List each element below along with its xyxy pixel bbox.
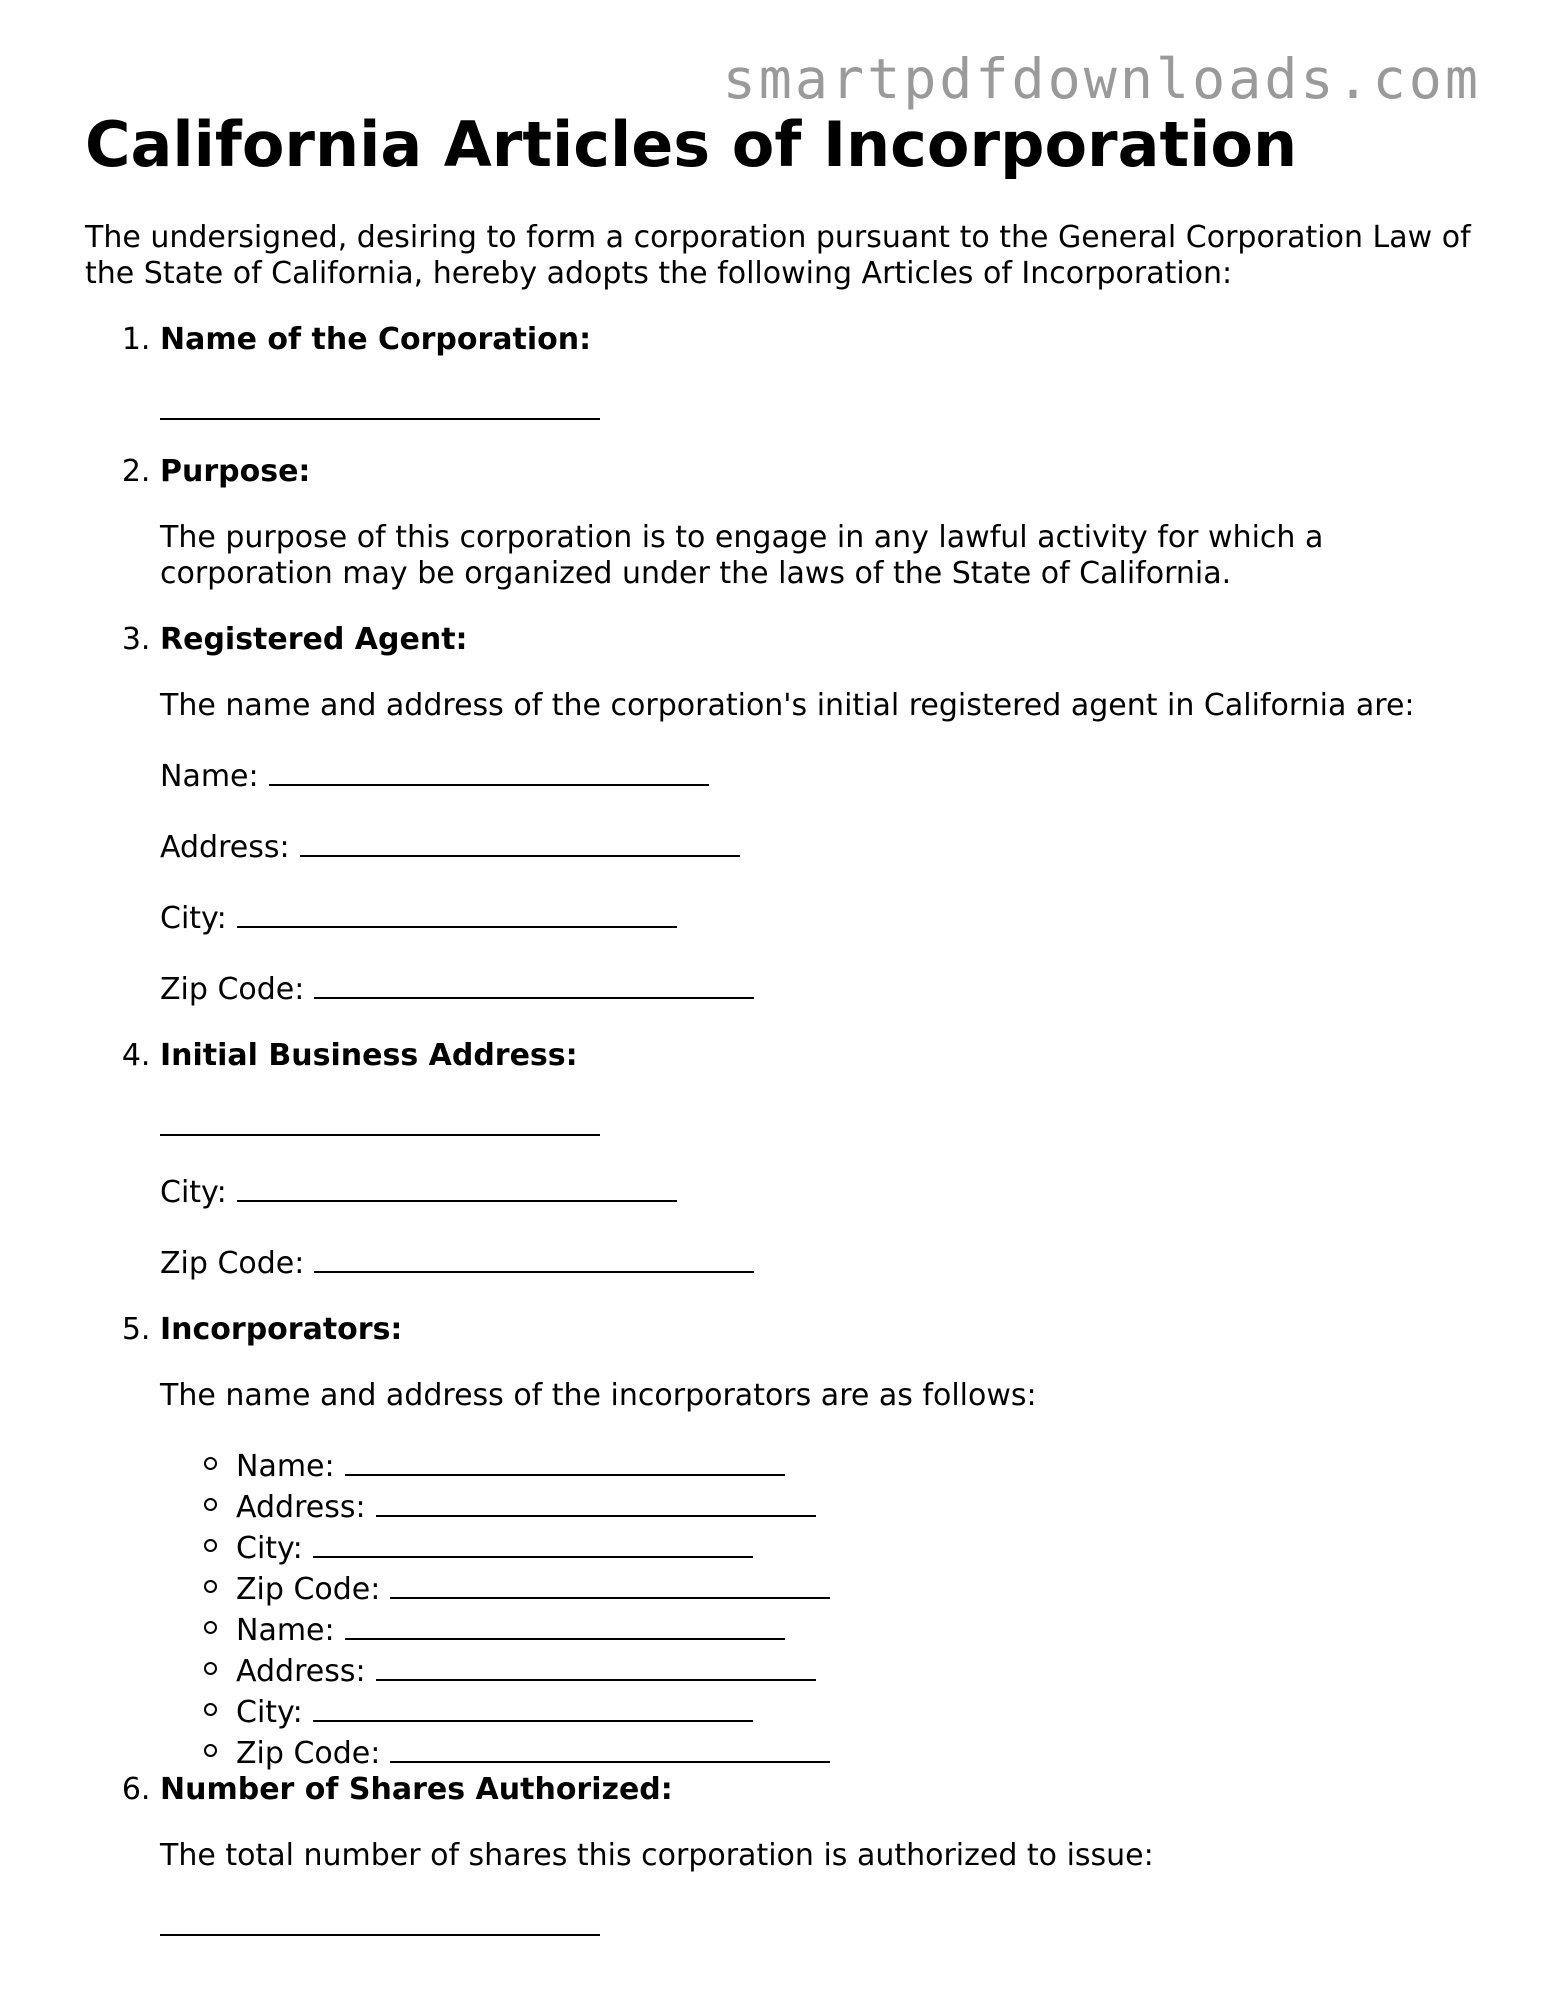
- section-title: 4. Initial Business Address:: [160, 1038, 578, 1073]
- list-item: [204, 1485, 1475, 1526]
- intro-paragraph: The undersigned, desiring to form a corporation pursuant to the General Corporation Law of the State of California, hereby adopts the following Articles of Incorporation:: [85, 220, 1471, 291]
- registered-agent-text: The name and address of the corporation's initial registered agent in California are:: [160, 688, 1415, 723]
- section-title: 6. Number of Shares Authorized:: [160, 1772, 673, 1807]
- blank-line[interactable]: [313, 1526, 753, 1558]
- agent-city-field: [160, 896, 1475, 937]
- blank-line[interactable]: [160, 388, 600, 420]
- field-label: City:: [236, 1695, 303, 1730]
- field-label: Zip Code:: [236, 1736, 381, 1771]
- field-label: Zip Code:: [160, 972, 305, 1007]
- field-label: City:: [160, 901, 227, 936]
- list-item: [204, 1731, 1475, 1772]
- shares-text: The total number of shares this corporation is authorized to issue:: [160, 1838, 1154, 1873]
- shares-field[interactable]: [160, 1904, 1475, 1940]
- list-item: [204, 1567, 1475, 1608]
- section-number-of-shares: [160, 1772, 1475, 1940]
- field-label: Name:: [236, 1449, 335, 1484]
- blank-line[interactable]: [237, 896, 677, 928]
- blank-line[interactable]: [300, 825, 740, 857]
- sections-list: [85, 322, 1475, 1940]
- blank-line[interactable]: [160, 1904, 600, 1936]
- blank-line[interactable]: [237, 1170, 677, 1202]
- list-item: [204, 1690, 1475, 1731]
- field-label: Zip Code:: [160, 1246, 305, 1281]
- agent-zip-field: [160, 967, 1475, 1008]
- section-title: 5. Incorporators:: [160, 1312, 403, 1347]
- watermark: smartpdfdownloads.com: [722, 47, 1481, 111]
- list-item: [204, 1649, 1475, 1690]
- blank-line[interactable]: [376, 1649, 816, 1681]
- field-label: Address:: [236, 1654, 366, 1689]
- section-title: 3. Registered Agent:: [160, 622, 468, 657]
- agent-address-field: [160, 825, 1475, 866]
- blank-line[interactable]: [345, 1444, 785, 1476]
- field-label: City:: [236, 1531, 303, 1566]
- section-purpose: [160, 454, 1475, 592]
- page-title: California Articles of Incorporation: [85, 108, 1298, 181]
- document-page: [85, 104, 1475, 1970]
- blank-line[interactable]: [376, 1485, 816, 1517]
- blank-line[interactable]: [345, 1608, 785, 1640]
- list-item: [204, 1444, 1475, 1485]
- blank-line[interactable]: [313, 1690, 753, 1722]
- field-label: Name:: [236, 1613, 335, 1648]
- incorporators-list: [160, 1444, 1475, 1772]
- field-label: Address:: [236, 1490, 366, 1525]
- section-incorporators: [160, 1312, 1475, 1772]
- section-title: 2. Purpose:: [160, 454, 311, 489]
- field-label: Address:: [160, 830, 290, 865]
- section-initial-business-address: [160, 1038, 1475, 1282]
- field-label: City:: [160, 1175, 227, 1210]
- field-label: Zip Code:: [236, 1572, 381, 1607]
- section-name-of-corporation: [160, 322, 1475, 424]
- list-item: [204, 1608, 1475, 1649]
- blank-line[interactable]: [160, 1104, 600, 1136]
- blank-line[interactable]: [314, 967, 754, 999]
- blank-line[interactable]: [269, 754, 709, 786]
- blank-line[interactable]: [390, 1731, 830, 1763]
- field-label: Name:: [160, 759, 259, 794]
- purpose-text: The purpose of this corporation is to engage in any lawful activity for which a corporation may be organized under the laws of the State of California.: [160, 520, 1324, 591]
- agent-name-field: [160, 754, 1475, 795]
- list-item: [204, 1526, 1475, 1567]
- section-registered-agent: [160, 622, 1475, 1008]
- business-city-field: [160, 1170, 1475, 1211]
- blank-line[interactable]: [390, 1567, 830, 1599]
- blank-line[interactable]: [314, 1241, 754, 1273]
- corporation-name-field[interactable]: [160, 388, 1475, 424]
- business-zip-field: [160, 1241, 1475, 1282]
- incorporators-text: The name and address of the incorporators are as follows:: [160, 1378, 1037, 1413]
- section-title: 1. Name of the Corporation:: [160, 322, 592, 357]
- business-address-field[interactable]: [160, 1104, 1475, 1140]
